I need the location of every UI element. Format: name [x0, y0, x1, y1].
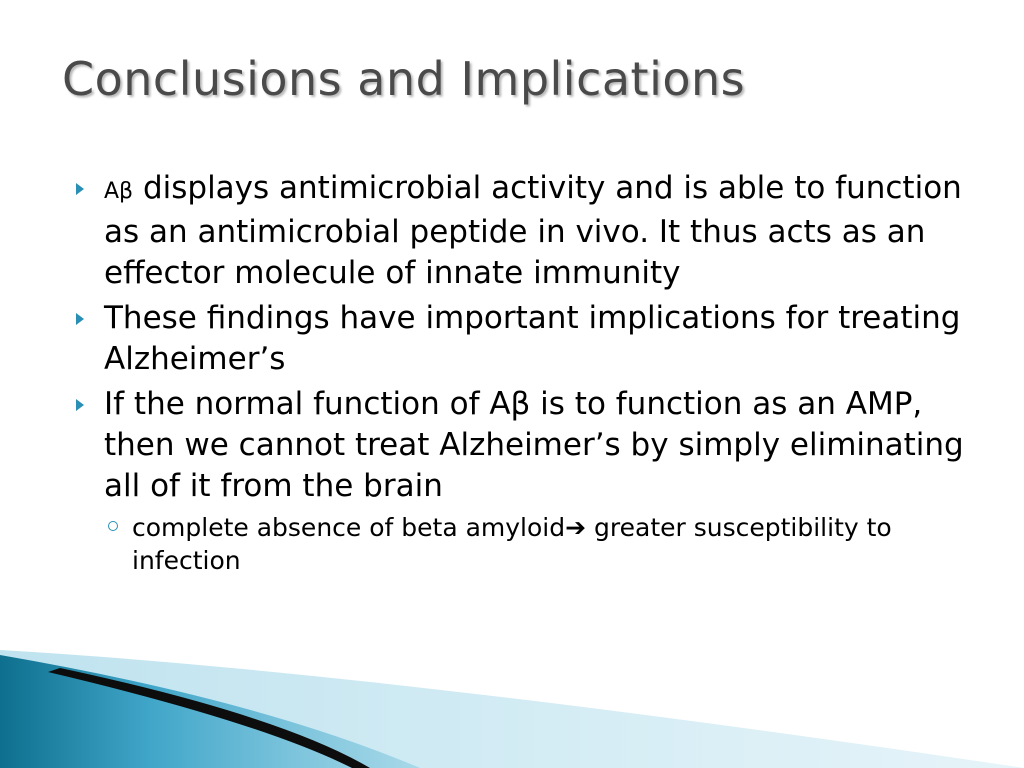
- bullet-1-text: displays antimicrobial activity and is able to function as an antimicrobial peptide in vivo. It thus acts as an effector molecule of innate immunity: [104, 170, 962, 291]
- sub-bullet-text-after: greater susceptibility to infection: [132, 513, 892, 575]
- bullet-1-prefix: Aβ: [104, 179, 134, 204]
- sub-bullet-text-before: complete absence of beta amyloid: [132, 513, 566, 542]
- right-arrow-icon: ➔: [565, 513, 587, 542]
- bullet-3-text: If the normal function of Aβ is to function as an AMP, then we cannot treat Alzheimer’s by simply eliminating all of it from the brain: [104, 386, 964, 504]
- bullet-2-text: These findings have important implications for treating Alzheimer’s: [104, 300, 961, 377]
- slide-title: Conclusions and Implications: [62, 52, 746, 106]
